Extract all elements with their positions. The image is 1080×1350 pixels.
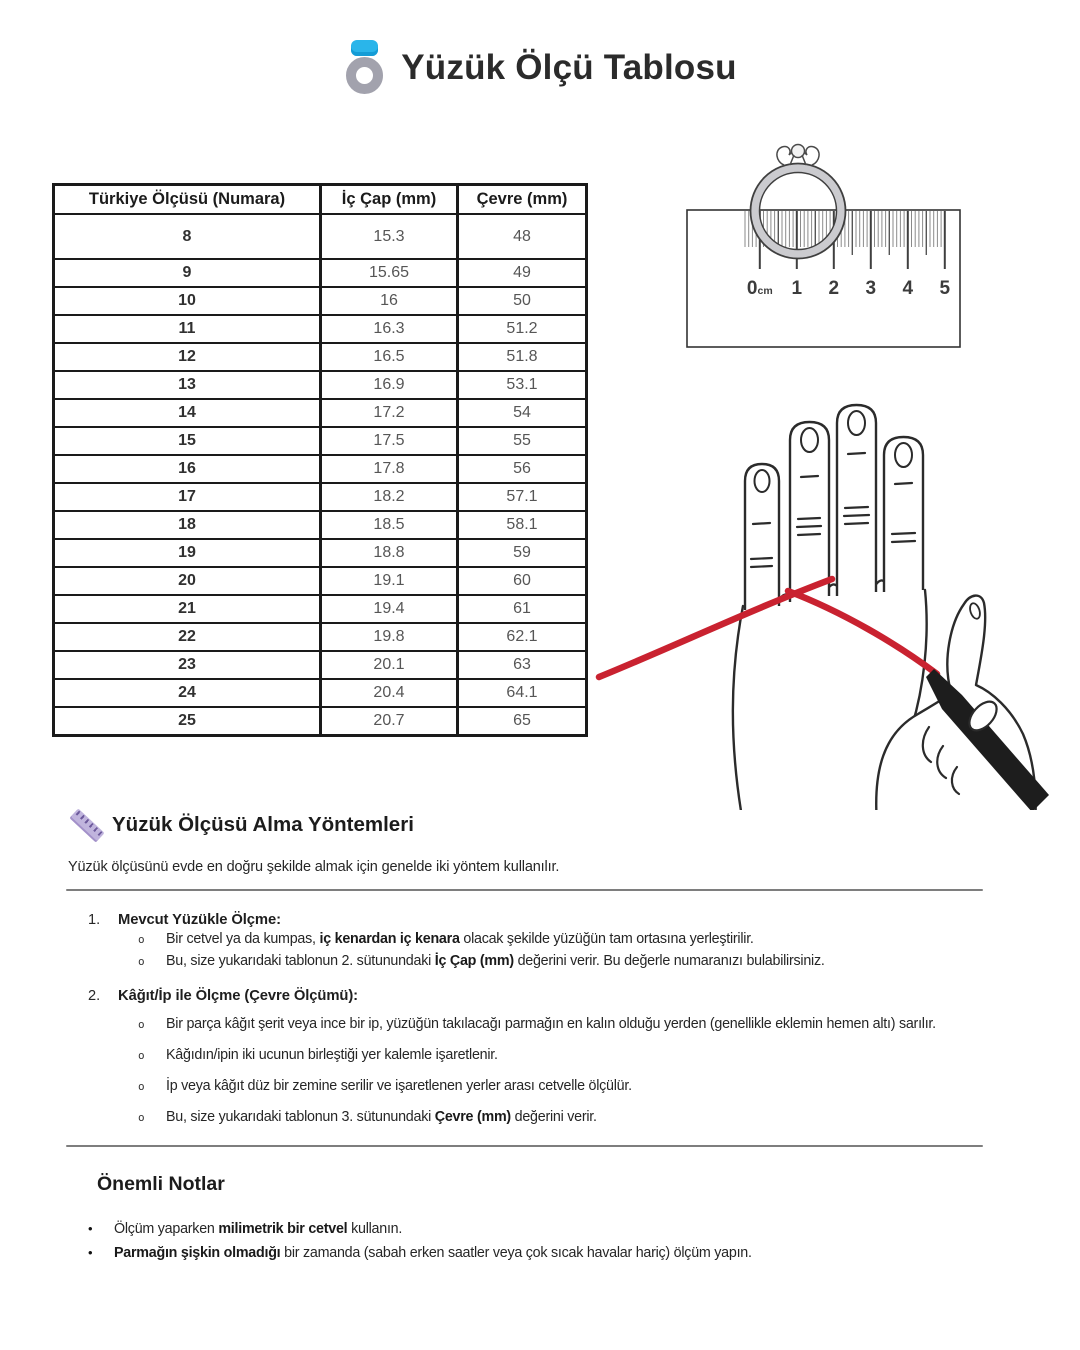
- size-cell: 24: [54, 679, 321, 707]
- document-header: [0, 40, 1080, 96]
- text-normal: Bir cetvel ya da kumpas,: [166, 931, 320, 947]
- size-cell: 9: [54, 259, 321, 287]
- sub-bullet-text: [166, 1076, 632, 1096]
- size-cell: 12: [54, 343, 321, 371]
- table-row: [54, 371, 587, 399]
- text-normal: Ölçüm yaparken: [114, 1221, 219, 1237]
- inner-diameter-cell: 19.4: [321, 595, 458, 623]
- table-row: [54, 511, 587, 539]
- method-item: [88, 912, 1080, 972]
- table-row: [54, 651, 587, 679]
- text-normal: İp veya kâğıt düz bir zemine serilir ve işaretlenen yerler arası cetvelle ölçülür.: [166, 1078, 632, 1094]
- col-header-size: Türkiye Ölçüsü (Numara): [54, 185, 321, 215]
- circumference-cell: 61: [458, 595, 587, 623]
- inner-diameter-cell: 19.8: [321, 623, 458, 651]
- inner-diameter-cell: 16.9: [321, 371, 458, 399]
- table-row: [54, 287, 587, 315]
- divider-bottom: [66, 1145, 983, 1147]
- circumference-cell: 65: [458, 707, 587, 735]
- table-row: [54, 567, 587, 595]
- method-item-head: [88, 912, 1080, 928]
- inner-diameter-cell: 18.5: [321, 511, 458, 539]
- method-sub-bullets: [138, 929, 1080, 972]
- text-bold: milimetrik bir cetvel: [218, 1221, 348, 1237]
- inner-diameter-cell: 17.2: [321, 399, 458, 427]
- table-header-row: [54, 185, 587, 215]
- ring-gem: [351, 40, 378, 56]
- inner-diameter-cell: 17.5: [321, 427, 458, 455]
- table-row: [54, 595, 587, 623]
- ring-crown: [777, 145, 819, 166]
- method-sub-bullet: [138, 1014, 1080, 1035]
- sub-bullet-marker: o: [138, 1018, 145, 1031]
- size-cell: 13: [54, 371, 321, 399]
- page-title: Yüzük Ölçü Tablosu: [401, 48, 737, 87]
- methods-list: [0, 912, 1080, 1128]
- size-cell: 22: [54, 623, 321, 651]
- circumference-cell: 50: [458, 287, 587, 315]
- ring-size-table: [52, 183, 588, 737]
- sub-bullet-text: [166, 1014, 936, 1034]
- circumference-cell: 55: [458, 427, 587, 455]
- method-sub-bullet: [138, 1045, 1080, 1066]
- inner-diameter-cell: 20.4: [321, 679, 458, 707]
- text-normal: olacak şekilde yüzüğün tam ortasına yerleştirilir.: [459, 931, 754, 947]
- text-normal: Bu, size yukarıdaki tablonun 2. sütunundaki: [166, 953, 435, 969]
- note-bullet: [88, 1217, 1080, 1241]
- table-row: [54, 623, 587, 651]
- notes-heading: Önemli Notlar: [97, 1172, 225, 1195]
- right-hand-holding-pen: [876, 596, 1049, 810]
- inner-diameter-cell: 16.3: [321, 315, 458, 343]
- circumference-cell: 53.1: [458, 371, 587, 399]
- ruler-label: 0cm: [746, 278, 773, 299]
- lightbulb-icon: [70, 1172, 87, 1196]
- table-row: [54, 679, 587, 707]
- text-normal: bir zamanda (sabah erken saatler veya çok sıcak havalar hariç) ölçüm yapın.: [280, 1245, 752, 1261]
- circumference-cell: 54: [458, 399, 587, 427]
- inner-diameter-cell: 16.5: [321, 343, 458, 371]
- table-row: [54, 455, 587, 483]
- table-row: [54, 483, 587, 511]
- circumference-cell: 51.8: [458, 343, 587, 371]
- text-normal: değerini verir. Bu değerle numaranızı bulabilirsiniz.: [513, 953, 825, 969]
- ring-band: [346, 57, 383, 94]
- method-item-title: Mevcut Yüzükle Ölçme:: [118, 912, 281, 928]
- sub-bullet-marker: o: [138, 933, 145, 946]
- size-cell: 20: [54, 567, 321, 595]
- sub-bullet-text: [166, 1045, 498, 1065]
- circumference-cell: 51.2: [458, 315, 587, 343]
- col-header-inner-diameter: İç Çap (mm): [321, 185, 458, 215]
- size-cell: 11: [54, 315, 321, 343]
- bullet-marker: •: [88, 1221, 93, 1236]
- methods-section: [0, 798, 1080, 1265]
- size-cell: 8: [54, 214, 321, 259]
- divider-top: [66, 889, 983, 891]
- circumference-cell: 59: [458, 539, 587, 567]
- note-bullet-text: [114, 1218, 402, 1241]
- table-row: [54, 539, 587, 567]
- table-row: [54, 707, 587, 735]
- method-item: [88, 988, 1080, 1128]
- notes-heading-row: [70, 1171, 1080, 1197]
- method-item-head: [88, 988, 1080, 1004]
- size-cell: 25: [54, 707, 321, 735]
- circumference-cell: 48: [458, 214, 587, 259]
- method-item-number: 2.: [88, 988, 101, 1004]
- text-normal: Kâğıdın/ipin iki ucunun birleştiği yer kalemle işaretlenir.: [166, 1047, 498, 1063]
- method-sub-bullet: [138, 1076, 1080, 1097]
- method-sub-bullet: [138, 929, 1080, 950]
- inner-diameter-cell: 20.1: [321, 651, 458, 679]
- col-header-circumference: Çevre (mm): [458, 185, 587, 215]
- ring-on-ruler-figure: [684, 138, 964, 353]
- ring-icon: [343, 40, 385, 96]
- ruler-label: 5: [939, 278, 951, 299]
- sub-bullet-text: [166, 929, 754, 949]
- notes-list: [88, 1217, 1080, 1265]
- sub-bullet-marker: o: [138, 1049, 145, 1062]
- ruler-label: 3: [865, 278, 877, 299]
- text-bold: Çevre (mm): [434, 1109, 511, 1125]
- sub-bullet-marker: o: [138, 1111, 145, 1124]
- circumference-cell: 56: [458, 455, 587, 483]
- circumference-cell: 63: [458, 651, 587, 679]
- inner-diameter-cell: 18.2: [321, 483, 458, 511]
- size-cell: 18: [54, 511, 321, 539]
- circumference-cell: 64.1: [458, 679, 587, 707]
- inner-diameter-cell: 18.8: [321, 539, 458, 567]
- methods-heading-row: [70, 810, 1080, 840]
- text-bold: Parmağın şişkin olmadığı: [114, 1245, 281, 1261]
- method-sub-bullet: [138, 1107, 1080, 1128]
- size-cell: 23: [54, 651, 321, 679]
- circumference-cell: 49: [458, 259, 587, 287]
- inner-diameter-cell: 15.3: [321, 214, 458, 259]
- methods-intro: Yüzük ölçüsünü evde en doğru şekilde almak için genelde iki yöntem kullanılır.: [68, 859, 560, 875]
- sub-bullet-text: [166, 951, 825, 971]
- table-row: [54, 214, 587, 259]
- size-cell: 16: [54, 455, 321, 483]
- ruler-label: 4: [902, 278, 914, 299]
- circumference-cell: 62.1: [458, 623, 587, 651]
- table-row: [54, 399, 587, 427]
- sub-bullet-marker: o: [138, 1080, 145, 1093]
- circumference-cell: 60: [458, 567, 587, 595]
- bullet-marker: •: [88, 1245, 93, 1260]
- hand-string-measure-figure: [585, 378, 1060, 810]
- table-row: [54, 343, 587, 371]
- size-cell: 17: [54, 483, 321, 511]
- table-row: [54, 315, 587, 343]
- text-bold: İç Çap (mm): [434, 953, 514, 969]
- table-row: [54, 427, 587, 455]
- circumference-cell: 57.1: [458, 483, 587, 511]
- text-normal: Bir parça kâğıt şerit veya ince bir ip, yüzüğün takılacağı parmağın en kalın olduğu yerden (genellikle eklemin hemen altı) sarılır.: [166, 1016, 936, 1032]
- size-cell: 10: [54, 287, 321, 315]
- size-cell: 19: [54, 539, 321, 567]
- text-normal: Bu, size yukarıdaki tablonun 3. sütunundaki: [166, 1109, 435, 1125]
- methods-heading: Yüzük Ölçüsü Alma Yöntemleri: [112, 813, 414, 836]
- text-normal: kullanın.: [347, 1221, 403, 1237]
- size-cell: 14: [54, 399, 321, 427]
- note-bullet-text: [114, 1242, 752, 1265]
- size-cell: 21: [54, 595, 321, 623]
- inner-diameter-cell: 15.65: [321, 259, 458, 287]
- table-row: [54, 259, 587, 287]
- method-item-number: 1.: [88, 912, 101, 928]
- size-cell: 15: [54, 427, 321, 455]
- hand-illustration: [585, 378, 1060, 810]
- ruler-illustration: [684, 138, 964, 353]
- ruler-label: 1: [791, 278, 803, 299]
- text-normal: değerini verir.: [510, 1109, 597, 1125]
- note-bullet: [88, 1241, 1080, 1265]
- sub-bullet-marker: o: [138, 955, 145, 968]
- ruler-icon: [70, 809, 102, 841]
- text-bold: iç kenardan iç kenara: [319, 931, 460, 947]
- inner-diameter-cell: 17.8: [321, 455, 458, 483]
- sub-bullet-text: [166, 1107, 597, 1127]
- method-sub-bullets: [138, 1014, 1080, 1128]
- circumference-cell: 58.1: [458, 511, 587, 539]
- method-item-title: Kâğıt/İp ile Ölçme (Çevre Ölçümü):: [118, 988, 358, 1004]
- ruler-label: 2: [828, 278, 840, 299]
- method-sub-bullet: [138, 951, 1080, 972]
- inner-diameter-cell: 20.7: [321, 707, 458, 735]
- inner-diameter-cell: 19.1: [321, 567, 458, 595]
- inner-diameter-cell: 16: [321, 287, 458, 315]
